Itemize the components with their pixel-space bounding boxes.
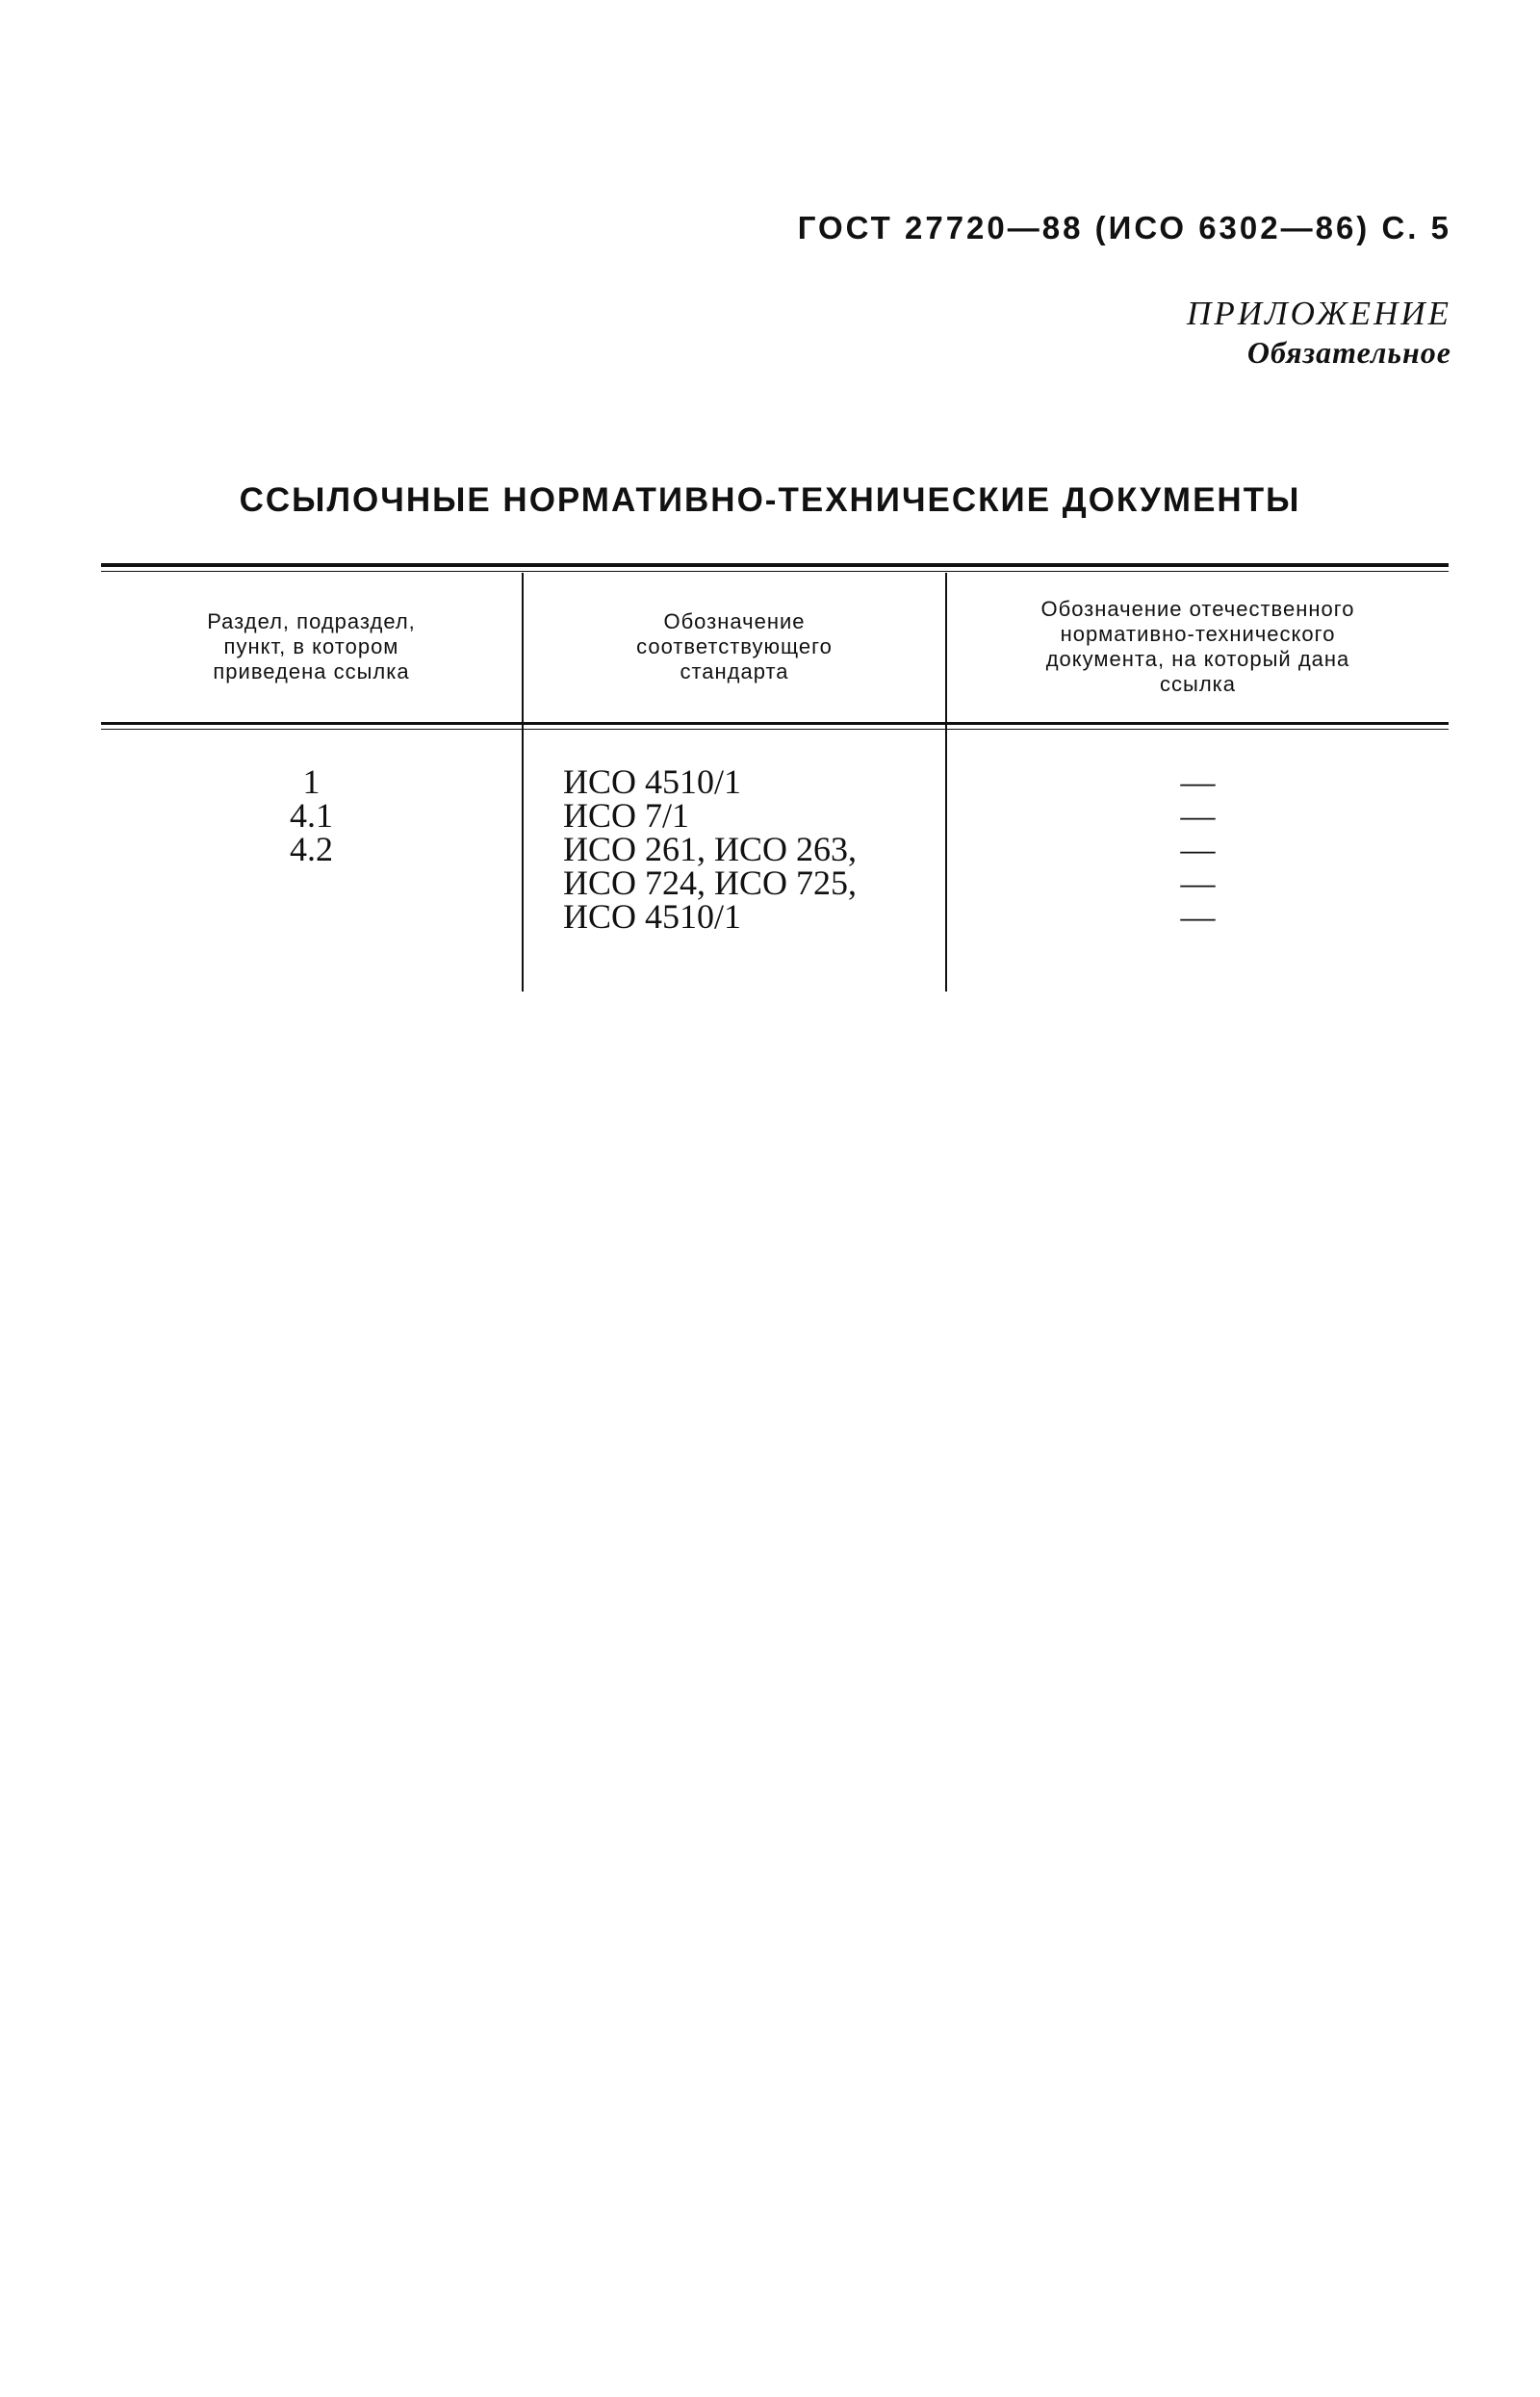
- column-domestic-documents: [947, 762, 1449, 936]
- domestic-cell: —: [1180, 830, 1216, 868]
- document-title: ССЫЛОЧНЫЕ НОРМАТИВНО-ТЕХНИЧЕСКИЕ ДОКУМЕНТЫ: [239, 481, 1301, 519]
- appendix-block: [1187, 294, 1451, 371]
- domestic-cell: —: [1180, 863, 1216, 902]
- section-cell: 4.1: [290, 796, 333, 835]
- section-cell: 4.2: [290, 830, 333, 868]
- header-domestic-document: [947, 575, 1449, 719]
- appendix-title: ПРИЛОЖЕНИЕ: [1187, 295, 1451, 332]
- header-section: [101, 575, 522, 719]
- header-line: соответствующего: [636, 634, 833, 658]
- column-standards: [563, 762, 938, 936]
- table-header-rule-thin: [101, 729, 1449, 730]
- header-standard: [524, 575, 945, 719]
- section-cell: 1: [302, 762, 321, 801]
- table-top-rule-thin: [101, 571, 1449, 572]
- domestic-cell: —: [1180, 762, 1216, 801]
- header-line: Раздел, подраздел,: [207, 609, 416, 633]
- table-top-rule: [101, 563, 1449, 567]
- header-line: пункт, в котором: [223, 634, 399, 658]
- standard-cell: ИСО 261, ИСО 263,: [563, 830, 858, 868]
- header-line: ссылка: [1160, 672, 1236, 696]
- standard-cell: ИСО 7/1: [563, 796, 690, 835]
- standard-cell: ИСО 4510/1: [563, 897, 742, 936]
- header-line: нормативно-технического: [1060, 622, 1336, 646]
- header-line: стандарта: [680, 659, 789, 683]
- page-header: ГОСТ 27720—88 (ИСО 6302—86) С. 5: [797, 210, 1451, 245]
- domestic-cell: —: [1180, 796, 1216, 835]
- standard-cell: ИСО 4510/1: [563, 762, 742, 801]
- header-line: документа, на который дана: [1045, 647, 1350, 671]
- domestic-cell: —: [1180, 897, 1216, 936]
- standard-cell: ИСО 724, ИСО 725,: [563, 863, 858, 902]
- header-line: Обозначение: [663, 609, 806, 633]
- column-sections: [101, 762, 522, 868]
- header-line: Обозначение отечественного: [1040, 597, 1355, 621]
- appendix-status: Обязательное: [1246, 335, 1451, 370]
- table-header-rule: [101, 722, 1449, 725]
- reference-table: [101, 563, 1449, 992]
- header-line: приведена ссылка: [213, 659, 410, 683]
